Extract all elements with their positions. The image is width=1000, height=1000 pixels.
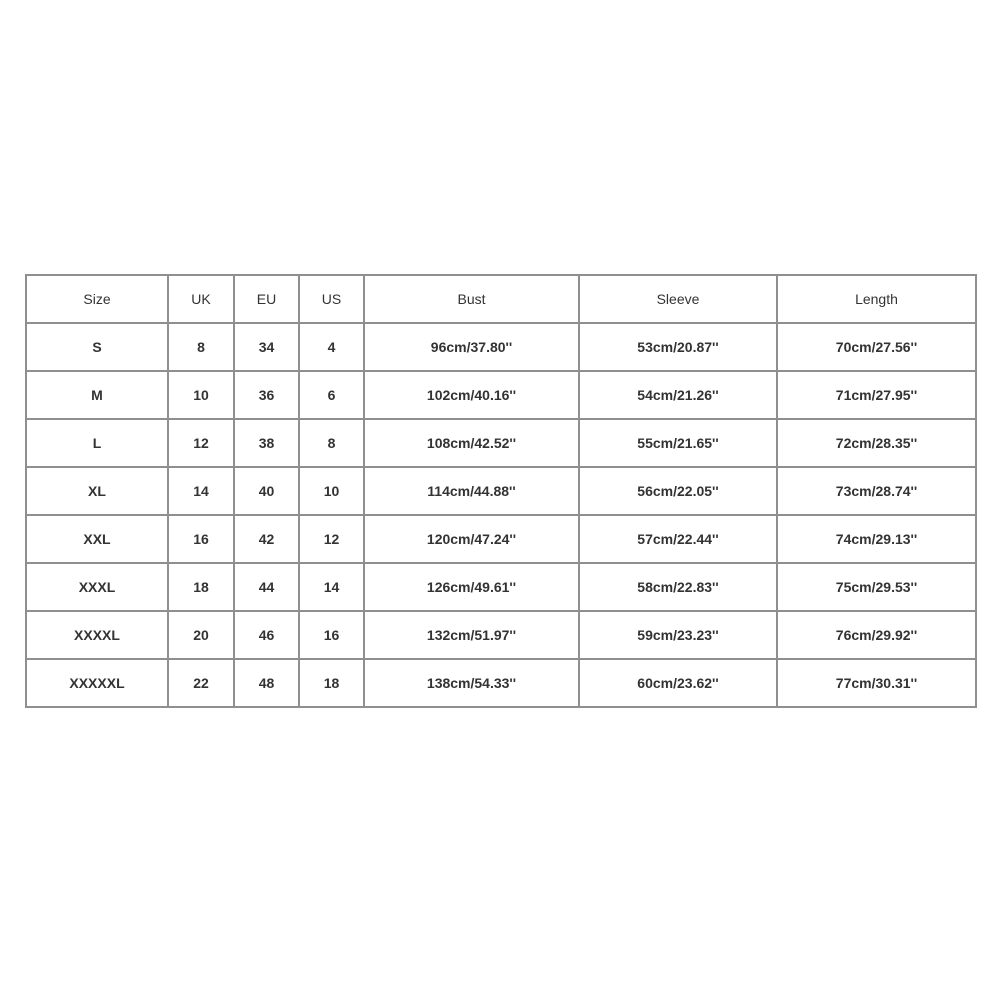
cell-length: 72cm/28.35'' [778,420,977,468]
cell-us: 10 [300,468,365,516]
size-chart-header [27,276,977,324]
table-row [27,468,977,516]
column-header-uk: UK [169,276,235,324]
column-header-length: Length [778,276,977,324]
cell-eu: 48 [235,660,300,708]
cell-sleeve: 60cm/23.62'' [580,660,778,708]
column-header-eu: EU [235,276,300,324]
table-row [27,372,977,420]
cell-uk: 22 [169,660,235,708]
column-header-us: US [300,276,365,324]
cell-length: 70cm/27.56'' [778,324,977,372]
cell-us: 8 [300,420,365,468]
cell-uk: 12 [169,420,235,468]
cell-bust: 96cm/37.80'' [365,324,580,372]
table-row [27,420,977,468]
cell-size: XXXXXL [27,660,169,708]
cell-length: 75cm/29.53'' [778,564,977,612]
cell-size: M [27,372,169,420]
cell-length: 71cm/27.95'' [778,372,977,420]
column-header-bust: Bust [365,276,580,324]
header-row [27,276,977,324]
cell-eu: 38 [235,420,300,468]
cell-length: 73cm/28.74'' [778,468,977,516]
column-header-size: Size [27,276,169,324]
cell-uk: 10 [169,372,235,420]
cell-sleeve: 54cm/21.26'' [580,372,778,420]
cell-bust: 138cm/54.33'' [365,660,580,708]
cell-uk: 8 [169,324,235,372]
cell-size: XXL [27,516,169,564]
cell-sleeve: 59cm/23.23'' [580,612,778,660]
cell-sleeve: 56cm/22.05'' [580,468,778,516]
cell-us: 16 [300,612,365,660]
cell-length: 74cm/29.13'' [778,516,977,564]
cell-sleeve: 53cm/20.87'' [580,324,778,372]
table-row [27,660,977,708]
cell-size: S [27,324,169,372]
cell-eu: 40 [235,468,300,516]
cell-sleeve: 58cm/22.83'' [580,564,778,612]
cell-us: 4 [300,324,365,372]
cell-bust: 126cm/49.61'' [365,564,580,612]
cell-us: 6 [300,372,365,420]
column-header-sleeve: Sleeve [580,276,778,324]
cell-size: XXXXL [27,612,169,660]
cell-length: 77cm/30.31'' [778,660,977,708]
cell-bust: 108cm/42.52'' [365,420,580,468]
cell-uk: 14 [169,468,235,516]
size-chart-table [25,274,977,708]
cell-sleeve: 57cm/22.44'' [580,516,778,564]
cell-uk: 20 [169,612,235,660]
cell-eu: 46 [235,612,300,660]
cell-us: 18 [300,660,365,708]
cell-eu: 34 [235,324,300,372]
cell-bust: 102cm/40.16'' [365,372,580,420]
cell-size: XXXL [27,564,169,612]
cell-sleeve: 55cm/21.65'' [580,420,778,468]
cell-eu: 44 [235,564,300,612]
cell-bust: 120cm/47.24'' [365,516,580,564]
table-row [27,564,977,612]
cell-bust: 114cm/44.88'' [365,468,580,516]
table-row [27,612,977,660]
cell-size: XL [27,468,169,516]
table-row [27,324,977,372]
table-row [27,516,977,564]
cell-uk: 18 [169,564,235,612]
cell-us: 14 [300,564,365,612]
cell-us: 12 [300,516,365,564]
cell-bust: 132cm/51.97'' [365,612,580,660]
size-chart-body [27,324,977,708]
cell-uk: 16 [169,516,235,564]
cell-eu: 42 [235,516,300,564]
cell-length: 76cm/29.92'' [778,612,977,660]
cell-eu: 36 [235,372,300,420]
cell-size: L [27,420,169,468]
